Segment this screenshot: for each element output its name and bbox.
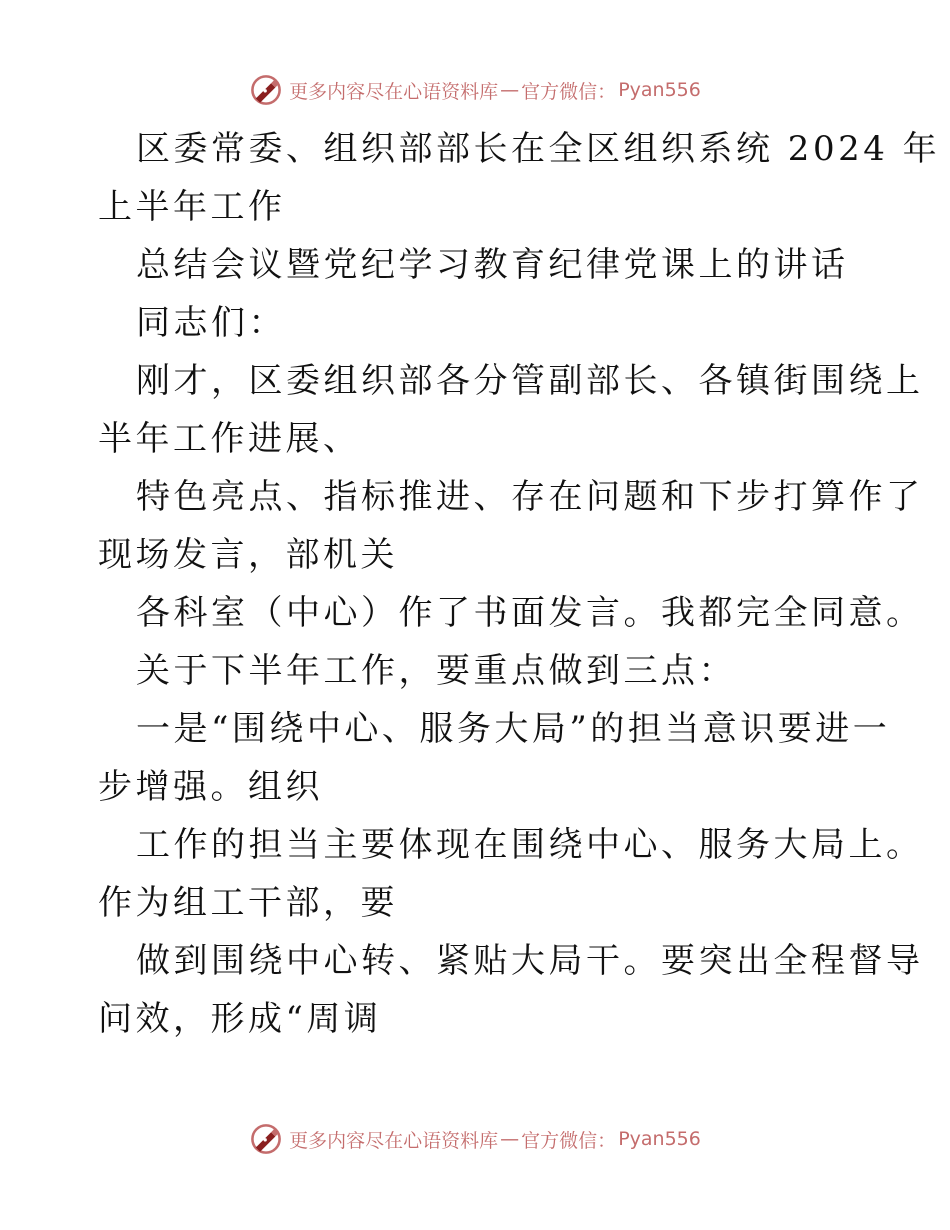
text-line: 做到围绕中心转、紧贴大局干。要突出全程督导	[136, 941, 924, 981]
watermark-wechat-id: Pyan556	[618, 1128, 701, 1150]
text-line: 关于下半年工作，要重点做到三点：	[136, 651, 736, 691]
header-watermark	[0, 72, 950, 108]
document-body	[98, 120, 941, 1048]
watermark-wechat-label: 官方微信：	[521, 80, 617, 103]
text-line: 同志们：	[136, 303, 286, 343]
watermark-text: 更多内容尽在心语资料库	[289, 1129, 499, 1152]
watermark-dash: —	[500, 79, 520, 101]
text-line: 现场发言，部机关	[98, 535, 398, 575]
text-line: 工作的担当主要体现在围绕中心、服务大局上。	[136, 825, 924, 865]
text-line: 问效，形成“周调	[98, 999, 382, 1039]
text-line: 上半年工作	[98, 187, 286, 227]
text-line: 半年工作进展、	[98, 419, 361, 459]
text-line: 一是“围绕中心、服务大局”的担当意识要进一	[136, 709, 891, 749]
watermark-dash: —	[500, 1128, 520, 1150]
text-line: 刚才，区委组织部各分管副部长、各镇街围绕上	[136, 361, 924, 401]
watermark-wechat-id: Pyan556	[618, 79, 701, 101]
pen-nib-logo-icon	[249, 73, 283, 107]
pen-nib-logo-icon	[249, 1122, 283, 1156]
text-line: 总结会议暨党纪学习教育纪律党课上的讲话	[136, 245, 849, 285]
text-line: 区委常委、组织部部长在全区组织系统 2024 年	[136, 129, 941, 169]
footer-watermark	[0, 1121, 950, 1157]
text-line: 各科室（中心）作了书面发言。我都完全同意。	[136, 593, 924, 633]
text-line: 特色亮点、指标推进、存在问题和下步打算作了	[136, 477, 924, 517]
watermark-wechat-label: 官方微信：	[521, 1129, 617, 1152]
text-line: 作为组工干部，要	[98, 883, 398, 923]
text-line: 步增强。组织	[98, 767, 323, 807]
watermark-text: 更多内容尽在心语资料库	[289, 80, 499, 103]
